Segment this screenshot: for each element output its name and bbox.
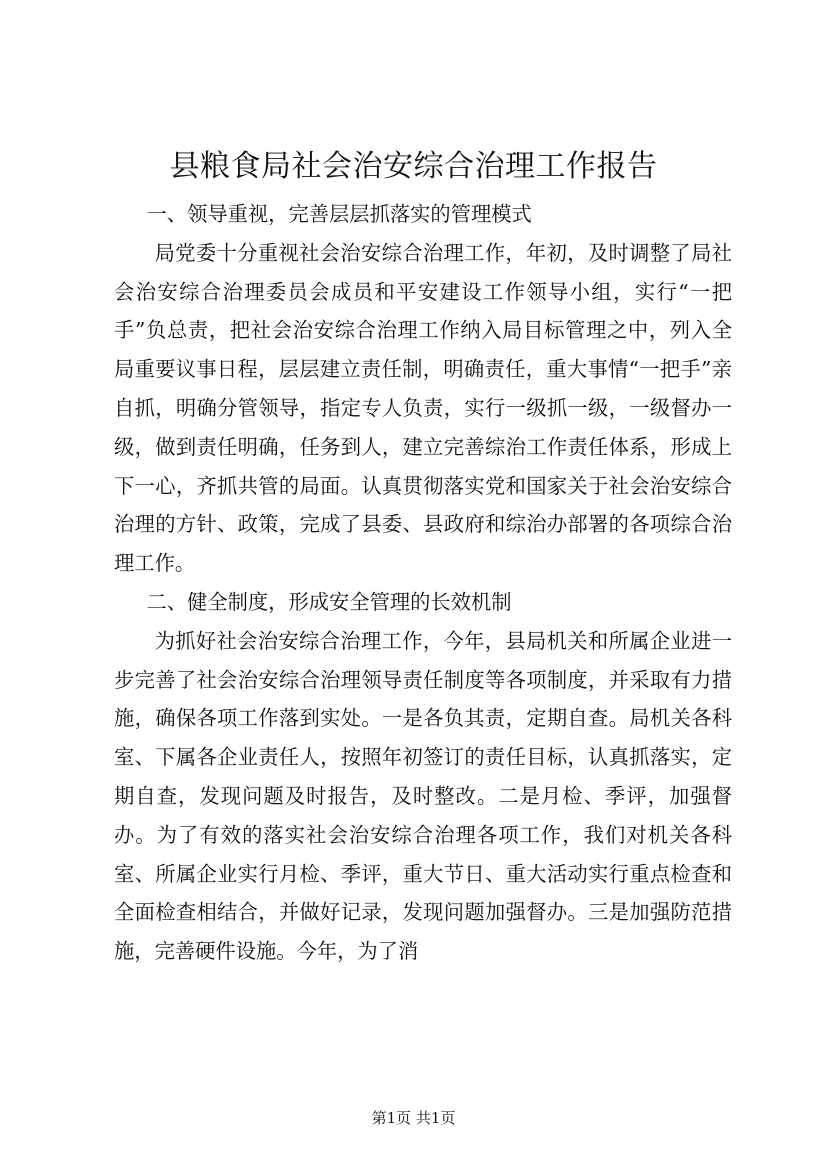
document-title: 县粮食局社会治安综合治理工作报告 (169, 149, 658, 184)
page-footer: 第1页 共1页 (371, 1109, 456, 1127)
document-body (114, 195, 732, 971)
section-heading-2: 二、健全制度，形成安全管理的长效机制 (146, 589, 512, 614)
body-paragraph-1: 局党委十分重视社会治安综合治理工作，年初，及时调整了局社会治安综合治理委员会成员和平安建设工作领导小组，实行“一把手”负总责，把社会治安综合治理工作纳入局目标管理之中，列入全局重要议事日程，层层建立责任制，明确责任，重大事情“一把手”亲自抓，明确分管领导，指定专人负责，实行一级抓一级，一级督办一级，做到责任明确，任务到人，建立完善综治工作责任体系，形成上下一心，齐抓共管的局面。认真贯彻落实党和国家关于社会治安综合治理的方针、政策，完成了县委、县政府和综治办部署的各项综合治理工作。 (114, 240, 732, 576)
body-paragraph-2: 为抓好社会治安综合治理工作，今年，县局机关和所属企业进一步完善了社会治安综合治理领导责任制度等各项制度，并采取有力措施，确保各项工作落到实处。一是各负其责，定期自查。局机关各科室、下属各企业责任人，按照年初签订的责任目标，认真抓落实，定期自查，发现问题及时报告，及时整改。二是月检、季评，加强督办。为了有效的落实社会治安综合治理各项工作，我们对机关各科室、所属企业实行月检、季评，重大节日、重大活动实行重点检查和全面检查相结合，并做好记录，发现问题加强督办。三是加强防范措施，完善硬件设施。今年，为了消 (114, 628, 732, 964)
section-heading-1: 一、领导重视，完善层层抓落实的管理模式 (146, 202, 532, 226)
